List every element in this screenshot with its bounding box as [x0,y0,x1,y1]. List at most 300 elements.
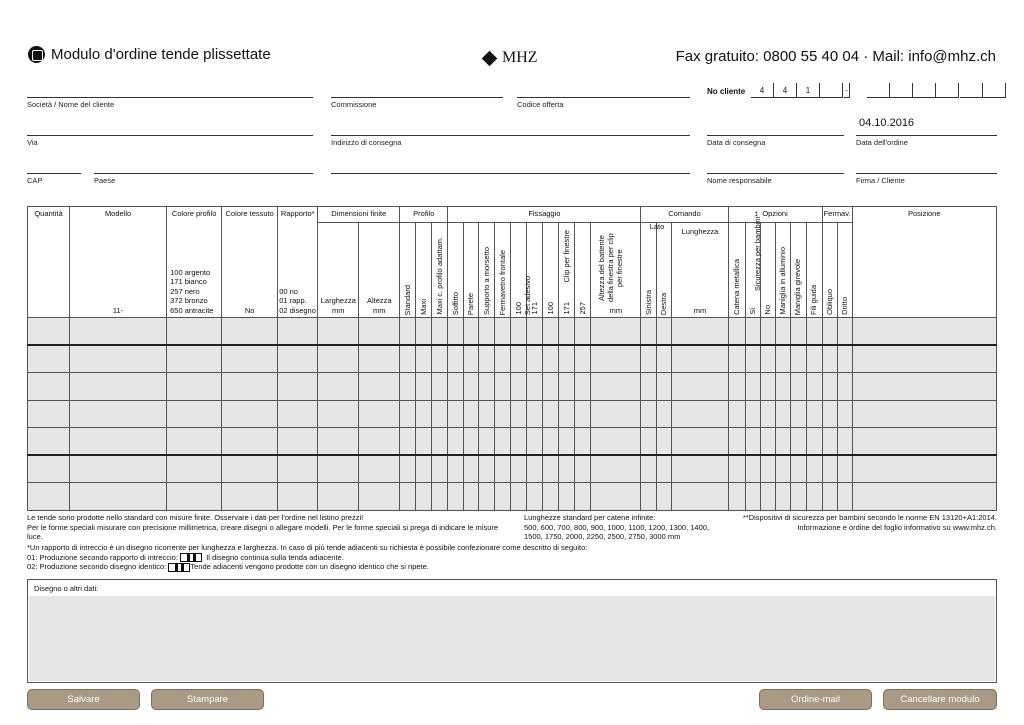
table-cell-input[interactable] [657,373,672,401]
th-altezza: Altezza mm [359,223,400,318]
table-cell-input[interactable] [479,318,495,346]
table-cell-input[interactable] [822,428,837,456]
table-cell-input[interactable] [837,455,852,483]
table-cell-input[interactable] [432,428,448,456]
table-cell-input[interactable] [672,373,728,401]
table-cell-input[interactable] [641,428,657,456]
colore-profilo-option: 650 antracite [170,305,214,315]
stampare-button[interactable]: Stampare [151,689,264,710]
table-cell-input[interactable] [672,483,728,511]
table-cell-input[interactable] [837,345,852,373]
table-cell-input[interactable] [359,483,400,511]
table-cell-input[interactable] [495,483,511,511]
table-cell-input[interactable] [511,345,527,373]
no-cliente-digit[interactable] [890,83,913,98]
table-cell-input[interactable] [222,345,278,373]
table-cell-input[interactable] [318,345,359,373]
table-cell-input[interactable] [728,345,745,373]
table-cell-input[interactable] [559,345,575,373]
table-cell-input[interactable] [448,400,464,428]
table-cell-input[interactable] [745,318,760,346]
table-cell-input[interactable] [495,345,511,373]
codice-offerta-input[interactable] [517,97,690,98]
table-cell-input[interactable] [318,400,359,428]
table-cell-input[interactable] [760,318,775,346]
table-cell-input[interactable] [527,483,543,511]
th-si: Sicurezza per bambini** Si [745,223,760,318]
table-cell-input[interactable] [852,455,996,483]
table-cell-input[interactable] [167,455,222,483]
form-icon [28,46,45,63]
table-cell-input[interactable] [745,373,760,401]
table-cell-input[interactable] [479,483,495,511]
table-cell-input[interactable] [837,373,852,401]
diamond-icon [482,50,498,66]
table-cell-input[interactable] [479,373,495,401]
table-cell-input[interactable] [657,428,672,456]
table-cell-input[interactable] [527,455,543,483]
table-cell-input[interactable] [760,373,775,401]
table-cell-input[interactable] [641,400,657,428]
table-cell-input[interactable] [559,373,575,401]
table-cell-input[interactable] [278,483,318,511]
th-clip-171: Clip per finestre 171 [559,223,575,318]
mhz-logo [484,49,538,67]
table-cell-input[interactable] [416,345,432,373]
table-cell-input[interactable] [822,373,837,401]
table-cell-input[interactable] [28,345,70,373]
table-cell-input[interactable] [479,428,495,456]
commissione-input[interactable] [331,97,503,98]
table-cell-input[interactable] [70,428,167,456]
table-cell-input[interactable] [167,318,222,346]
table-cell-input[interactable] [543,345,559,373]
table-cell-input[interactable] [511,318,527,346]
table-cell-input[interactable] [511,483,527,511]
table-cell-input[interactable] [760,400,775,428]
table-cell-input[interactable] [641,373,657,401]
table-cell-input[interactable] [511,373,527,401]
table-cell-input[interactable] [559,318,575,346]
colore-profilo-option: 257 nero [170,286,200,296]
table-cell-input[interactable] [479,345,495,373]
table-cell-input[interactable] [167,428,222,456]
table-cell-input[interactable] [464,455,479,483]
table-cell-input[interactable] [641,455,657,483]
table-cell-input[interactable] [728,400,745,428]
no-cliente-digit[interactable] [960,83,983,98]
table-cell-input[interactable] [278,345,318,373]
table-cell-input[interactable] [495,318,511,346]
table-cell-input[interactable] [400,345,416,373]
table-cell-input[interactable] [278,428,318,456]
table-cell-input[interactable] [575,373,591,401]
table-cell-input[interactable] [728,373,745,401]
table-cell-input[interactable] [775,345,790,373]
table-cell-input[interactable] [167,483,222,511]
table-cell-input[interactable] [28,455,70,483]
firma-label: Firma / Cliente [856,176,905,185]
table-cell-input[interactable] [575,455,591,483]
cancellare-button[interactable]: Cancellare modulo [883,689,997,710]
table-cell-input[interactable] [806,373,822,401]
table-cell-input[interactable] [448,428,464,456]
data-consegna-input[interactable] [707,135,844,136]
table-cell-input[interactable] [359,318,400,346]
table-cell-input[interactable] [790,455,806,483]
table-cell-input[interactable] [837,400,852,428]
table-cell-input[interactable] [745,400,760,428]
order-table [27,206,997,511]
table-cell-input[interactable] [641,483,657,511]
table-cell-input[interactable] [657,318,672,346]
table-cell-input[interactable] [359,455,400,483]
table-cell-input[interactable] [400,373,416,401]
table-cell-input[interactable] [575,483,591,511]
table-cell-input[interactable] [790,483,806,511]
table-cell-input[interactable] [775,373,790,401]
table-cell-input[interactable] [222,400,278,428]
table-cell-input[interactable] [278,400,318,428]
table-cell-input[interactable] [400,455,416,483]
via-input[interactable] [27,135,313,136]
table-cell-input[interactable] [464,345,479,373]
table-cell-input[interactable] [28,483,70,511]
table-cell-input[interactable] [559,428,575,456]
table-cell-input[interactable] [448,483,464,511]
no-cliente-digit[interactable] [983,83,1006,98]
no-cliente-digit[interactable] [867,83,890,98]
table-cell-input[interactable] [318,455,359,483]
societa-input[interactable] [27,97,313,98]
th-rapporto: Rapporto* 00 no 01 rapp. 02 disegno [278,207,318,318]
table-cell-input[interactable] [511,428,527,456]
indirizzo-2-input[interactable] [331,173,690,174]
nome-resp-label: Nome responsabile [707,176,772,185]
table-cell-input[interactable] [775,483,790,511]
no-cliente-digit[interactable]: 4 [751,83,774,98]
drawing-field[interactable] [27,579,997,683]
table-cell-input[interactable] [70,455,167,483]
table-cell-input[interactable] [822,345,837,373]
table-cell-input[interactable] [28,318,70,346]
table-cell-input[interactable] [511,400,527,428]
th-dimensioni: Dimensioni finite [318,207,400,223]
rapporto-option: 01 rapp. [279,296,307,305]
table-cell-input[interactable] [591,455,641,483]
table-cell-input[interactable] [432,345,448,373]
th-sinistra: Sinistra [641,223,657,318]
table-cell-input[interactable] [672,345,728,373]
table-cell-input[interactable] [432,455,448,483]
table-cell-input[interactable] [591,373,641,401]
table-cell-input[interactable] [416,428,432,456]
table-cell-input[interactable] [837,428,852,456]
th-colore-profilo: Colore profilo 100 argento 171 bianco 257 nero 372 bronzo 650 antracite [167,207,222,318]
table-cell-input[interactable] [400,428,416,456]
table-cell-input[interactable] [222,483,278,511]
th-clip-257: 257 [575,223,591,318]
table-cell-input[interactable] [657,345,672,373]
table-cell-input[interactable] [318,373,359,401]
no-cliente-digit[interactable] [913,83,936,98]
table-cell-input[interactable] [495,455,511,483]
table-cell-input[interactable] [495,428,511,456]
table-cell-input[interactable] [775,455,790,483]
indirizzo-input[interactable] [331,135,690,136]
table-cell-input[interactable] [822,318,837,346]
table-cell-input[interactable] [728,428,745,456]
table-cell-input[interactable] [318,428,359,456]
table-cell-input[interactable] [416,318,432,346]
table-cell-input[interactable] [222,455,278,483]
table-cell-input[interactable] [167,373,222,401]
table-cell-input[interactable] [70,345,167,373]
th-maniglia-girevole: Maniglia girevole [790,223,806,318]
table-cell-input[interactable] [591,428,641,456]
table-cell-input[interactable] [745,483,760,511]
table-cell-input[interactable] [278,455,318,483]
table-cell-input[interactable] [591,345,641,373]
table-cell-input[interactable] [28,400,70,428]
table-cell-input[interactable] [527,373,543,401]
table-cell-input[interactable] [416,400,432,428]
table-row [28,455,997,483]
th-altezza-battente: Altezza del battente della finestra per clip per finestre mm [591,223,641,318]
table-cell-input[interactable] [760,483,775,511]
table-cell-input[interactable] [728,318,745,346]
table-cell-input[interactable] [464,428,479,456]
table-cell-input[interactable] [775,428,790,456]
table-cell-input[interactable] [641,318,657,346]
table-cell-input[interactable] [70,373,167,401]
table-cell-input[interactable] [70,318,167,346]
table-cell-input[interactable] [543,455,559,483]
no-cliente-label: No cliente [707,87,746,96]
colore-profilo-option: 100 argento [170,267,211,277]
table-cell-input[interactable] [806,400,822,428]
table-cell-input[interactable] [448,318,464,346]
table-cell-input[interactable] [400,400,416,428]
table-cell-input[interactable] [852,400,996,428]
notes-middle: Lunghezze standard per catene infinite: 500, 600, 700, 800, 900, 1000, 1100, 1200, 1300, 1400, 1500, 1750, 2000, 2250, 2500, 2750, 3000 mm [524,513,710,541]
table-cell-input[interactable] [432,373,448,401]
table-cell-input[interactable] [822,483,837,511]
notes-left: Le tende sono prodotte nello standard con misure finite. Osservare i dati per l'ordine nel listino prezzi! Per le forme speciali misurare con precisione millimetrica, creare disegni o allegare modelli. Per le forme speciali si prega di indicare le misure luce. [27,513,499,541]
table-cell-input[interactable] [672,455,728,483]
table-cell-input[interactable] [527,400,543,428]
data-ordine-value[interactable]: 04.10.2016 [859,117,915,129]
table-cell-input[interactable] [416,483,432,511]
table-cell-input[interactable] [559,455,575,483]
table-cell-input[interactable] [70,483,167,511]
table-cell-input[interactable] [790,345,806,373]
th-supporto: Supporto a morsetto [479,223,495,318]
form-title [28,46,271,63]
table-cell-input[interactable] [775,318,790,346]
table-cell-input[interactable] [28,428,70,456]
table-cell-input[interactable] [448,373,464,401]
no-cliente-digit[interactable] [820,83,843,98]
table-cell-input[interactable] [852,483,996,511]
no-cliente-digit[interactable] [936,83,959,98]
table-cell-input[interactable] [575,400,591,428]
table-cell-input[interactable] [432,318,448,346]
societa-label: Società / Nome del cliente [27,100,115,109]
table-cell-input[interactable] [432,483,448,511]
table-cell-input[interactable] [591,400,641,428]
table-cell-input[interactable] [400,483,416,511]
table-cell-input[interactable] [657,483,672,511]
table-cell-input[interactable] [852,318,996,346]
table-cell-input[interactable] [559,483,575,511]
form-title-text: Modulo d'ordine tende plissettate [51,46,271,63]
table-cell-input[interactable] [806,318,822,346]
table-cell-input[interactable] [543,318,559,346]
table-cell-input[interactable] [806,345,822,373]
table-cell-input[interactable] [790,428,806,456]
table-cell-input[interactable] [278,318,318,346]
th-modello: Modello 11- [70,207,167,318]
table-cell-input[interactable] [806,455,822,483]
table-cell-input[interactable] [745,345,760,373]
table-cell-input[interactable] [464,483,479,511]
table-cell-input[interactable] [575,318,591,346]
table-cell-input[interactable] [359,345,400,373]
th-lato: Lato [649,222,665,231]
th-larghezza: Larghezza mm [318,223,359,318]
table-cell-input[interactable] [527,318,543,346]
table-cell-input[interactable] [527,345,543,373]
th-colore-tessuto: Colore tessuto No [222,207,278,318]
table-cell-input[interactable] [728,483,745,511]
th-posizione: Posizione [852,207,996,318]
table-cell-input[interactable] [359,428,400,456]
table-cell-input[interactable] [806,428,822,456]
table-cell-input[interactable] [852,373,996,401]
ordine-mail-button[interactable]: Ordine-mail [759,689,872,710]
commissione-label: Commissione [331,100,377,109]
table-cell-input[interactable] [657,400,672,428]
table-cell-input[interactable] [416,455,432,483]
cap-input[interactable] [27,173,81,174]
table-cell-input[interactable] [400,318,416,346]
no-cliente-digit[interactable]: 4 [774,83,797,98]
table-cell-input[interactable] [575,345,591,373]
table-cell-input[interactable] [822,455,837,483]
table-cell-input[interactable] [790,400,806,428]
table-cell-input[interactable] [448,345,464,373]
table-cell-input[interactable] [222,373,278,401]
th-maxi-adattam: Maxi c. profilo adattam. [432,223,448,318]
table-cell-input[interactable] [672,428,728,456]
table-cell-input[interactable] [760,428,775,456]
table-cell-input[interactable] [852,345,996,373]
table-cell-input[interactable] [28,373,70,401]
paese-input[interactable] [94,173,313,174]
table-cell-input[interactable] [167,345,222,373]
no-cliente-digit[interactable]: - [844,83,850,98]
salvare-button[interactable]: Salvare [27,689,140,710]
no-cliente-digit[interactable]: 1 [797,83,820,98]
th-soffitto: Soffitto [448,223,464,318]
table-cell-input[interactable] [495,400,511,428]
table-cell-input[interactable] [495,373,511,401]
th-fili-guida: Fili guida [806,223,822,318]
table-cell-input[interactable] [543,373,559,401]
table-cell-input[interactable] [591,318,641,346]
logo-text: MHZ [502,49,538,66]
table-cell-input[interactable] [543,428,559,456]
rapporto-option: 00 no [279,286,298,296]
table-cell-input[interactable] [222,428,278,456]
table-cell-input[interactable] [790,373,806,401]
table-cell-input[interactable] [167,400,222,428]
table-cell-input[interactable] [511,455,527,483]
table-cell-input[interactable] [672,318,728,346]
table-cell-input[interactable] [432,400,448,428]
table-cell-input[interactable] [464,373,479,401]
table-cell-input[interactable] [575,428,591,456]
table-cell-input[interactable] [837,318,852,346]
table-cell-input[interactable] [641,345,657,373]
table-cell-input[interactable] [728,455,745,483]
table-cell-input[interactable] [559,400,575,428]
table-cell-input[interactable] [359,373,400,401]
cap-label: CAP [27,176,43,185]
table-cell-input[interactable] [464,318,479,346]
table-cell-input[interactable] [837,483,852,511]
drawing-area[interactable] [29,596,995,681]
table-cell-input[interactable] [222,318,278,346]
table-cell-input[interactable] [657,455,672,483]
table-cell-input[interactable] [760,345,775,373]
table-cell-input[interactable] [479,455,495,483]
table-cell-input[interactable] [416,373,432,401]
table-cell-input[interactable] [479,400,495,428]
table-cell-input[interactable] [745,428,760,456]
table-cell-input[interactable] [543,400,559,428]
table-cell-input[interactable] [806,483,822,511]
table-cell-input[interactable] [464,400,479,428]
table-cell-input[interactable] [852,428,996,456]
table-cell-input[interactable] [278,373,318,401]
table-cell-input[interactable] [70,400,167,428]
data-ordine-input[interactable] [856,135,997,136]
table-cell-input[interactable] [760,455,775,483]
table-cell-input[interactable] [318,318,359,346]
firma-input[interactable] [856,173,997,174]
th-clip-100: 100 [543,223,559,318]
rapporto-pattern-icon [180,553,202,562]
table-cell-input[interactable] [543,483,559,511]
table-cell-input[interactable] [527,428,543,456]
table-cell-input[interactable] [745,455,760,483]
table-cell-input[interactable] [672,400,728,428]
nome-resp-input[interactable] [707,173,844,174]
table-cell-input[interactable] [448,455,464,483]
th-opzioni: Opzioni [728,207,822,223]
drawing-label: Disegno o altri dati: [28,580,996,595]
th-catena: Catena metallica [728,223,745,318]
table-cell-input[interactable] [790,318,806,346]
table-cell-input[interactable] [359,400,400,428]
table-cell-input[interactable] [591,483,641,511]
table-cell-input[interactable] [822,400,837,428]
identico-pattern-icon [168,563,190,572]
table-cell-input[interactable] [775,400,790,428]
table-cell-input[interactable] [318,483,359,511]
